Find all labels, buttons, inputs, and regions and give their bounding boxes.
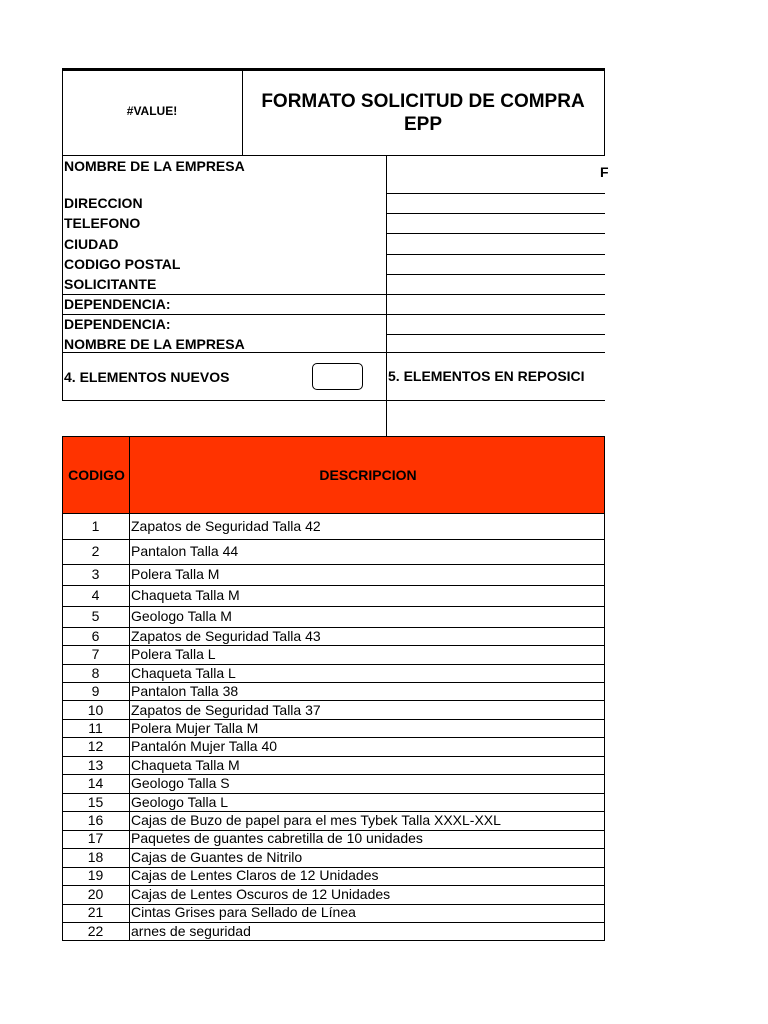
row-description: Pantalón Mujer Talla 40: [131, 738, 278, 754]
table-row-line: [62, 606, 605, 607]
field-phone: TELEFONO: [64, 215, 141, 231]
value-line: [386, 193, 605, 194]
table-row-line: [62, 564, 605, 565]
row-description: Pantalon Talla 38: [131, 683, 239, 699]
row-code: 9: [91, 683, 100, 699]
header-code: CODIGO: [68, 467, 125, 483]
field-requester: SOLICITANTE: [64, 276, 157, 292]
row-code: 7: [91, 646, 100, 662]
section-replacement-items: 5. ELEMENTOS EN REPOSICI: [388, 368, 585, 384]
row-description: Chaqueta Talla M: [131, 587, 240, 603]
row-code: 5: [91, 608, 100, 624]
field-postal-code: CODIGO POSTAL: [64, 256, 181, 272]
sections-top-border: [62, 352, 605, 353]
row-code: 14: [87, 775, 104, 791]
table-row-line: [62, 700, 605, 701]
title-right-border: [604, 68, 605, 155]
row-code: 16: [87, 812, 104, 828]
row-description: Polera Talla M: [131, 566, 220, 582]
row-code: 18: [87, 849, 104, 865]
row-description: Geologo Talla M: [131, 608, 232, 624]
row-code: 1: [91, 518, 100, 534]
table-row-line: [62, 539, 605, 540]
field-department-2: DEPENDENCIA:: [64, 316, 171, 332]
row-code: 22: [87, 923, 104, 939]
value-line: [386, 213, 605, 214]
error-cell: #VALUE!: [126, 104, 178, 118]
new-items-checkbox[interactable]: [312, 363, 363, 390]
row-description: Cajas de Lentes Oscuros de 12 Unidades: [131, 886, 391, 902]
value-line: [386, 233, 605, 234]
row-code: 12: [87, 738, 104, 754]
title-line-2: EPP: [403, 114, 443, 135]
header-description: DESCRIPCION: [319, 467, 417, 483]
table-code-divider: [129, 514, 130, 940]
row-description: Zapatos de Seguridad Talla 42: [131, 518, 321, 534]
title-line-1: FORMATO SOLICITUD DE COMPRA: [261, 91, 585, 112]
sheet-top-border: [62, 68, 605, 71]
section-new-items: 4. ELEMENTOS NUEVOS: [64, 369, 230, 385]
row-code: 17: [87, 830, 104, 846]
row-description: Paquetes de guantes cabretilla de 10 unidades: [131, 830, 423, 846]
field-address: DIRECCION: [64, 195, 143, 211]
table-right-border: [604, 514, 605, 940]
row-code: 6: [91, 628, 100, 644]
row-description: Zapatos de Seguridad Talla 43: [131, 628, 321, 644]
value-line: [386, 274, 605, 275]
row-description: Polera Talla L: [131, 646, 216, 662]
row-code: 11: [88, 720, 103, 736]
field-company-name: NOMBRE DE LA EMPRESA: [64, 158, 245, 174]
page-title: [242, 90, 604, 136]
right-cut-label: F: [600, 164, 609, 180]
row-description: Cintas Grises para Sellado de Línea: [131, 904, 356, 920]
row-code: 3: [91, 566, 100, 582]
row-code: 4: [91, 587, 100, 603]
row-description: Chaqueta Talla L: [131, 665, 236, 681]
row-description: Geologo Talla L: [131, 794, 229, 810]
row-description: Cajas de Buzo de papel para el mes Tybek Talla XXXL-XXL: [131, 812, 501, 828]
row-code: 2: [91, 543, 100, 559]
row-code: 8: [91, 665, 100, 681]
table-header: [62, 436, 605, 514]
fields-top-border: [62, 155, 605, 156]
row-code: 15: [87, 794, 104, 810]
value-line: [386, 254, 605, 255]
row-code: 10: [87, 702, 104, 718]
row-description: Geologo Talla S: [131, 775, 230, 791]
purchase-request-sheet: [62, 68, 609, 942]
row-description: Polera Mujer Talla M: [131, 720, 259, 736]
value-line: [386, 334, 605, 335]
row-description: Chaqueta Talla M: [131, 757, 240, 773]
row-code: 21: [87, 904, 104, 920]
fields-divider: [386, 155, 387, 437]
table-bottom-border: [62, 940, 605, 941]
row-description: Cajas de Lentes Claros de 12 Unidades: [131, 867, 379, 883]
sections-bottom-border: [62, 400, 605, 401]
row-description: Zapatos de Seguridad Talla 37: [131, 702, 321, 718]
row-description: Pantalon Talla 44: [131, 543, 239, 559]
table-row-line: [62, 585, 605, 586]
row-code: 19: [87, 867, 104, 883]
row-code: 20: [87, 886, 104, 902]
field-department-1: DEPENDENCIA:: [64, 296, 171, 312]
row-description: Cajas de Guantes de Nitrilo: [131, 849, 303, 865]
row-description: arnes de seguridad: [131, 923, 251, 939]
field-company-name-2: NOMBRE DE LA EMPRESA: [64, 336, 245, 352]
field-city: CIUDAD: [64, 236, 119, 252]
row-code: 13: [87, 757, 104, 773]
